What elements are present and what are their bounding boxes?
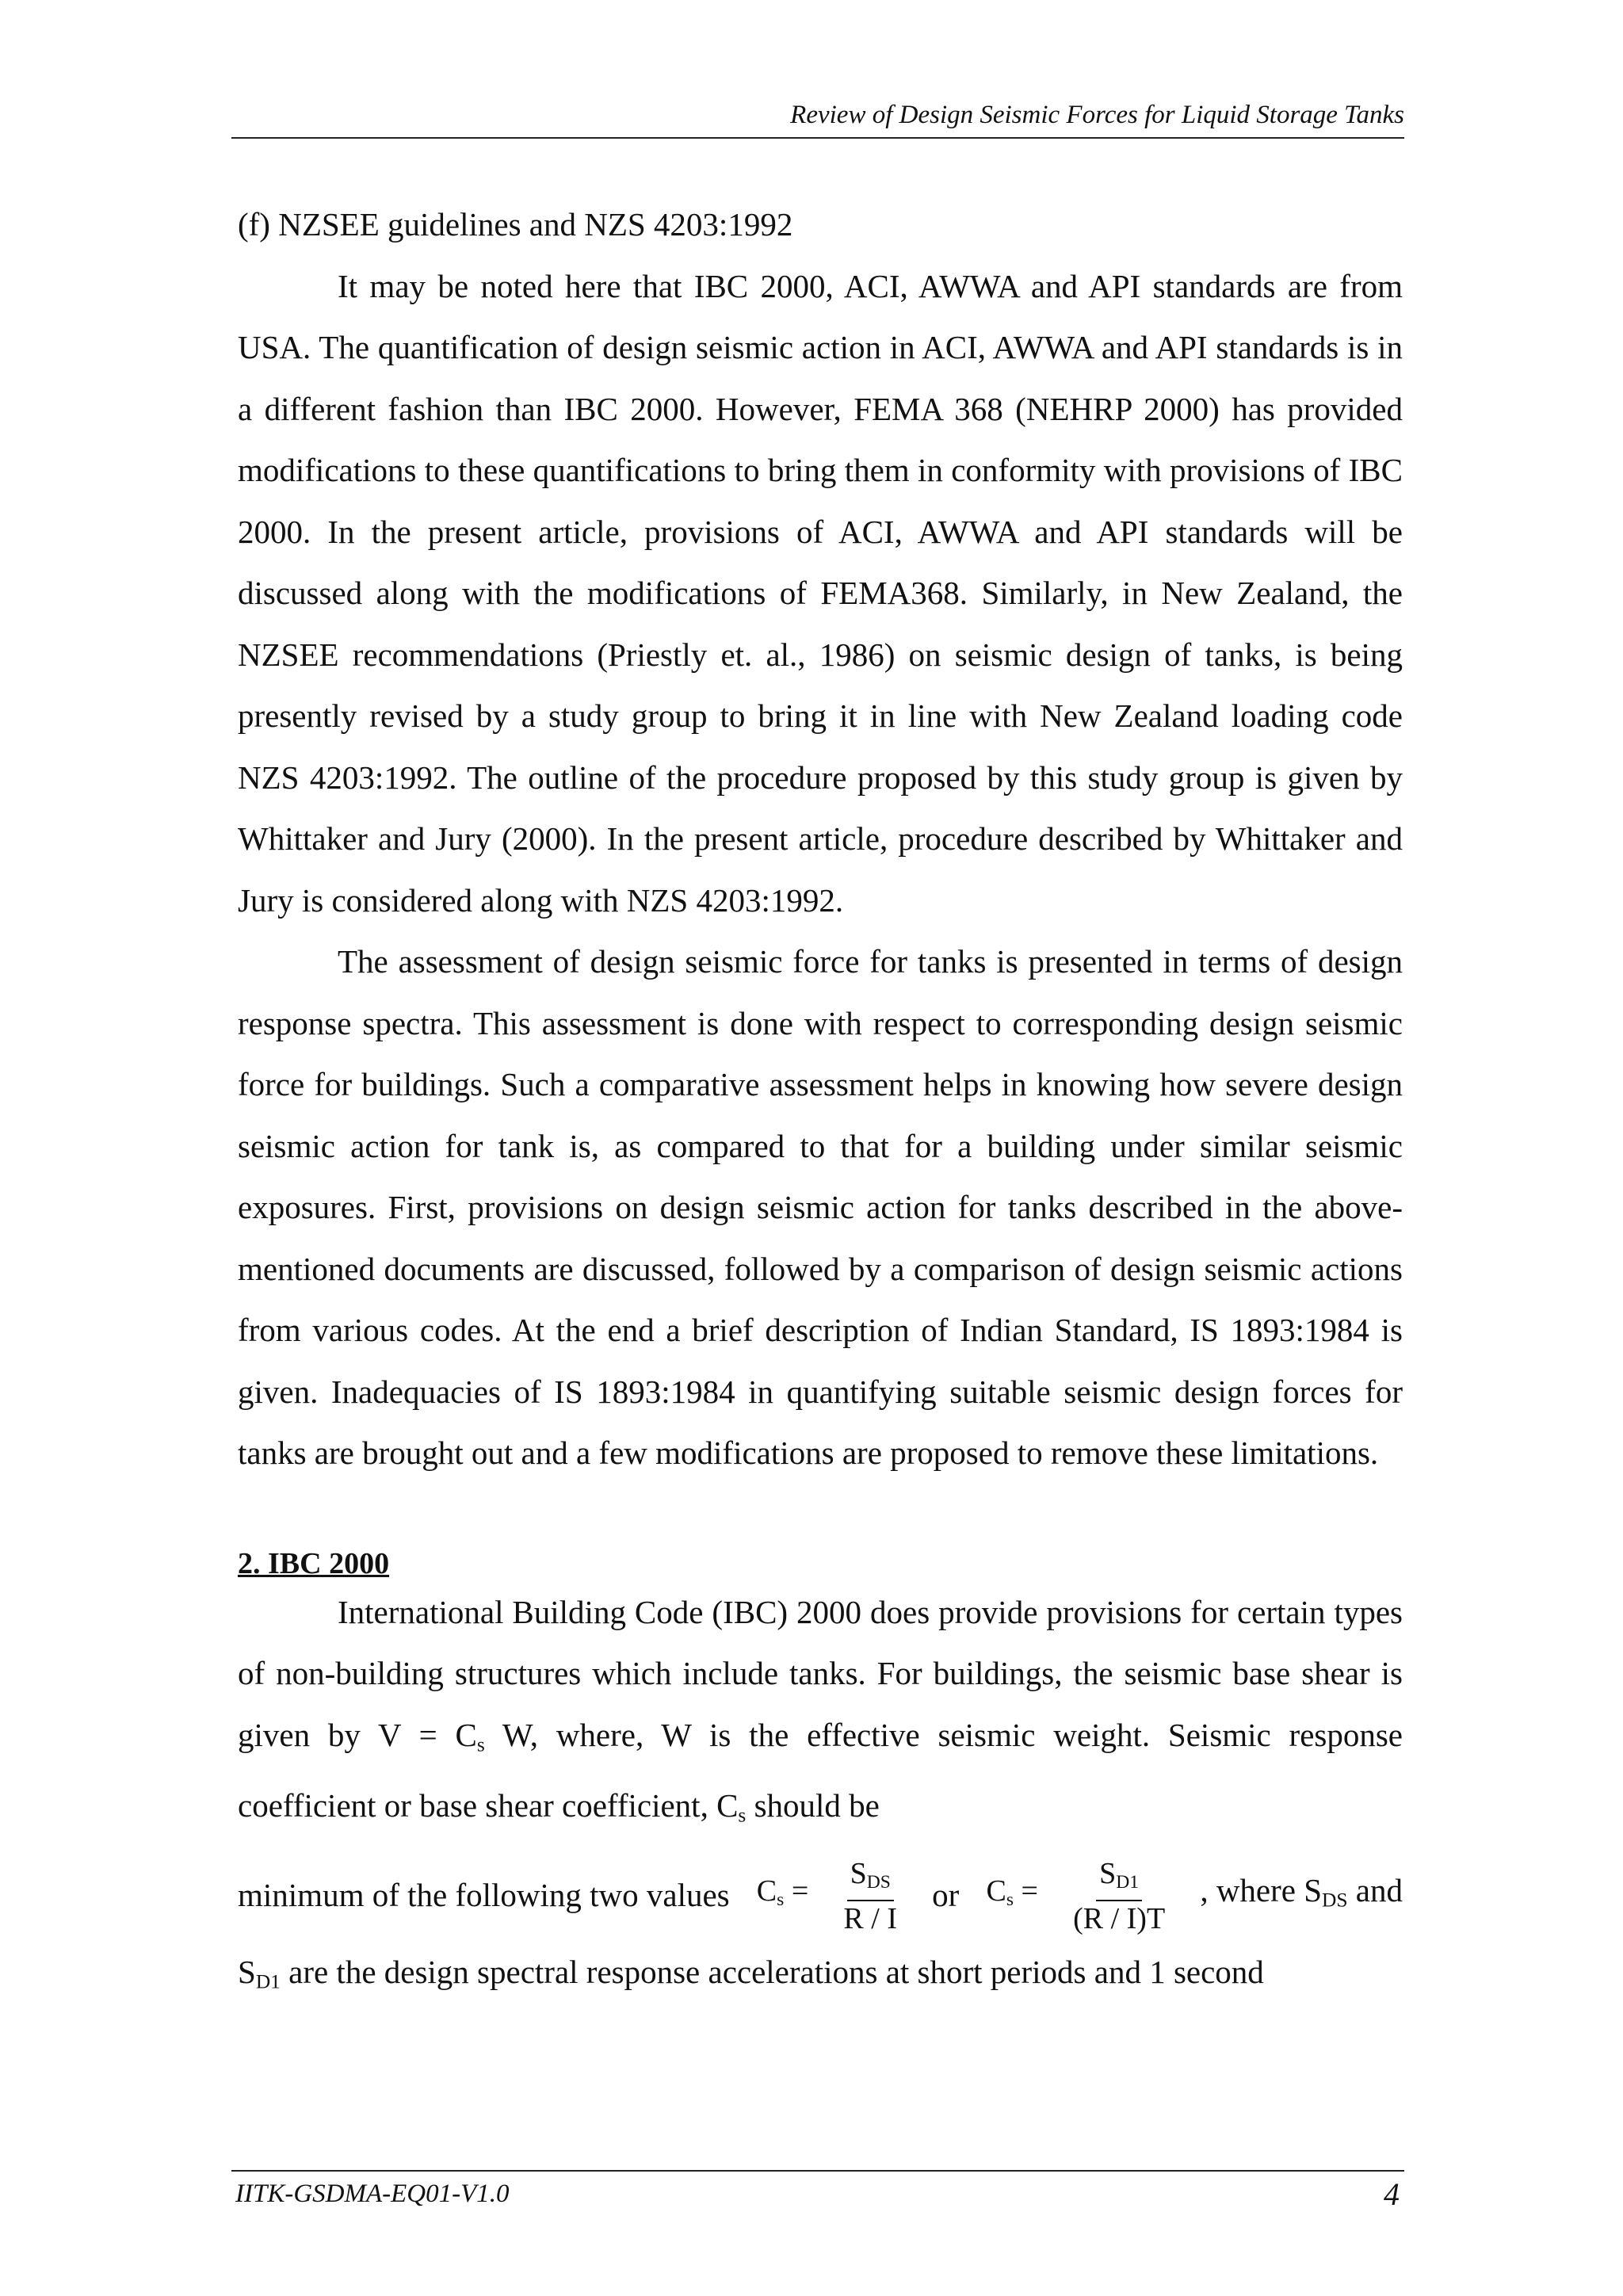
- p3-text-1: International Building Code (IBC) 2000 does provide provisions for certain types of non-building structures which include tanks. For buildings, the seismic base shear is given by V = C: [238, 1593, 1403, 1753]
- fraction-a-denominator: R / I: [843, 1901, 897, 1935]
- running-title: Review of Design Seismic Forces for Liquid Storage Tanks: [790, 101, 1404, 129]
- formula-tail: , where $S_{DS}$ and: [1200, 1872, 1403, 1912]
- fraction-a: [840, 1856, 900, 1936]
- list-item-f: (f) NZSEE guidelines and NZS 4203:1992: [238, 206, 793, 243]
- p3-sub-1: s: [476, 1733, 485, 1755]
- fraction-a-numerator: $S_{DS}$: [847, 1856, 894, 1901]
- footer-rule: [231, 2170, 1404, 2172]
- paragraph-3: [238, 1582, 1403, 1847]
- fraction-b-numerator: $S_{D1}$: [1096, 1856, 1142, 1901]
- fraction-b: [1070, 1856, 1168, 1936]
- formula-cs-a: $C_s$ =: [756, 1874, 809, 1910]
- p3-text-3: should be: [746, 1787, 880, 1824]
- paragraph-1: It may be noted here that IBC 2000, ACI, AWWA and API standards are from USA. The quantification of design seismic action in ACI, AWWA and API standards is in a different fashion than IBC 2000. However, FEMA 368 (NEHRP 2000) has provided modifications to these quantifications to bring them in conformity with provisions of IBC 2000. In the present article, provisions of ACI, AWWA and API standards will be discussed along with the modifications of FEMA368. Similarly, in New Zealand, the NZSEE recommendations (Priestly et. al., 1986) on seismic design of tanks, is being presently revised by a study group to bring it in line with New Zealand loading code NZS 4203:1992. The outline of the procedure proposed by this study group is given by Whittaker and Jury (2000). In the present article, procedure described by Whittaker and Jury is considered along with NZS 4203:1992.: [238, 267, 1403, 919]
- paragraph-2: The assessment of design seismic force for tanks is presented in terms of design response spectra. This assessment is done with respect to corresponding design seismic force for buildings. Such a comparative assessment helps in knowing how severe design seismic action for tank is, as compared to that for a building under similar seismic exposures. First, provisions on design seismic action for tanks described in the above-mentioned documents are discussed, followed by a comparison of design seismic actions from various codes. At the end a brief description of Indian Standard, IS 1893:1984 is given. Inadequacies of IS 1893:1984 in quantifying suitable seismic design forces for tanks are brought out and a few modifications are proposed to remove these limitations.: [238, 943, 1403, 1471]
- formula-line: [238, 1853, 1403, 1939]
- page-number: 4: [1384, 2176, 1400, 2212]
- section-heading: 2. IBC 2000: [238, 1546, 390, 1580]
- footer-doc-id: IITK-GSDMA-EQ01-V1.0: [235, 2179, 510, 2208]
- p3-sub-2: s: [738, 1804, 747, 1827]
- p3-text-2: W, where, W is the effective seismic weight. Seismic response coefficient or base shear coefficient, C: [238, 1716, 1403, 1824]
- page-header: [231, 94, 1404, 139]
- last-line: $S_{D1}$ are the design spectral response accelerations at short periods and 1 second: [238, 1954, 1264, 1993]
- section-gap: [238, 1484, 1403, 1546]
- formula-or: or: [932, 1877, 960, 1914]
- formula-lead: minimum of the following two values: [238, 1877, 730, 1914]
- formula-cs-b: $C_s$ =: [986, 1874, 1038, 1910]
- page-body: [238, 194, 1403, 2013]
- fraction-b-denominator: (R / I)T: [1073, 1901, 1166, 1935]
